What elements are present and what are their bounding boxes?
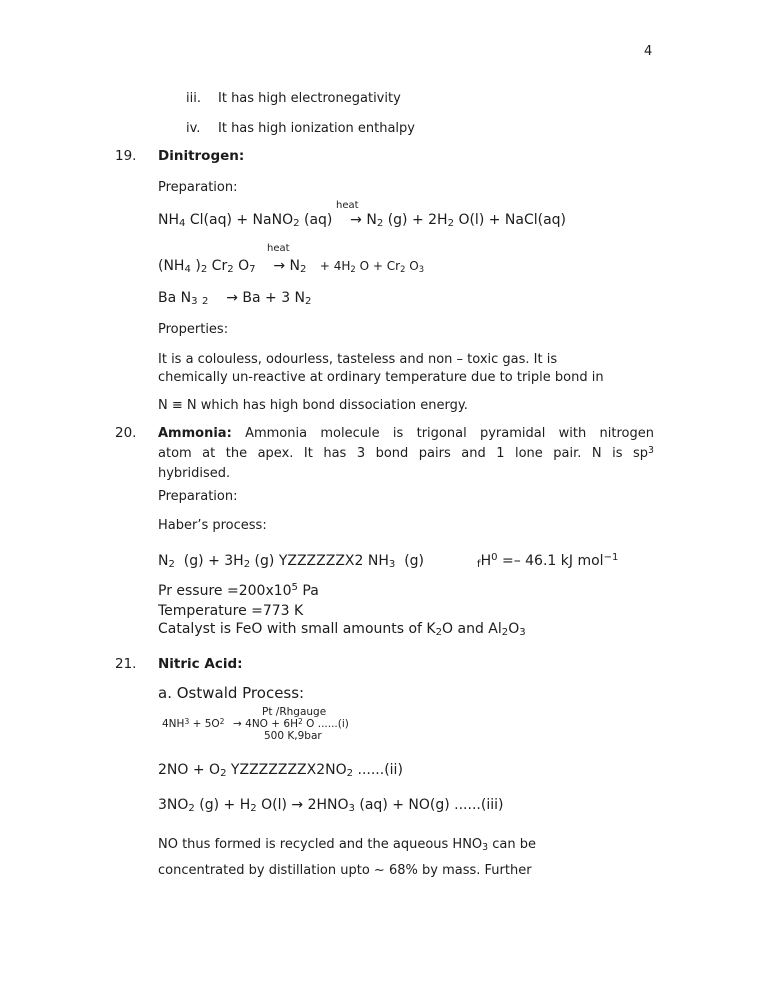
ammonia-paragraph-line2: atom at the apex. It has 3 bond pairs and 1 lone pair. N is $sp^3$: [158, 444, 654, 461]
properties-label: Properties:: [158, 322, 229, 337]
ostwald-process-label: a. Ostwald Process:: [158, 684, 305, 702]
section-title-nitric-acid: Nitric Acid:: [158, 656, 243, 672]
list-item-iii: [186, 90, 401, 107]
page-number: 4: [644, 44, 653, 59]
equation-no2-water: 3NO2 (g) + H2 O(l) → 2HNO3 (aq) + NO(g) ......(iii): [158, 797, 504, 814]
ostwald-conditions-label: 500 K,9bar: [264, 730, 322, 742]
list-item-iv-text: It has high ionization enthalpy: [218, 121, 415, 136]
properties-text-line1: It is a colouless, odourless, tasteless and non – toxic gas. It is: [158, 352, 558, 367]
ammonia-preparation-label: Preparation:: [158, 489, 238, 504]
list-item-iii-text: It has high electronegativity: [218, 91, 401, 106]
equation-ostwald-left: $4NH^3 + 5O^2$: [162, 716, 225, 730]
list-item-iii-marker: iii.: [186, 91, 201, 106]
pressure-line: Pr essure $=200x10^5$ Pa: [158, 582, 319, 599]
equation-barium-azide: Ba N3 2 → Ba + 3 N2: [158, 290, 312, 307]
ostwald-catalyst-label: Pt /Rhgauge: [262, 706, 327, 718]
heat-label-2: heat: [267, 243, 290, 254]
enthalpy-value: $fH^0 =- 46.1$ kJ mol$^{-1}$: [477, 552, 619, 570]
equation-nh4cl-nano2: NH4 Cl(aq) + NaNO2 (aq) → N2 (g) + 2H2 O(l) + NaCl(aq): [158, 212, 567, 229]
dinitrogen-preparation-label: Preparation:: [158, 180, 238, 195]
temperature-line: Temperature =773 K: [158, 603, 304, 619]
section-number-20: 20.: [115, 425, 137, 441]
ammonia-paragraph-line3: hybridised.: [158, 466, 231, 481]
heat-label-1: heat: [336, 200, 359, 211]
list-item-iv: [186, 120, 415, 137]
nitric-note-line2: concentrated by distillation upto ~ 68% by mass. Further: [158, 863, 532, 878]
section-number-21: 21.: [115, 656, 137, 672]
catalyst-line: Catalyst is FeO with small amounts of K2O and Al2O3: [158, 621, 526, 638]
equation-no-oxidation: 2NO + O2 YZZZZZZZX2NO2 ......(ii): [158, 762, 403, 779]
equation-haber: N2 (g) + 3H2 (g) YZZZZZZX2 NH3 (g): [158, 553, 425, 570]
section-number-19: 19.: [115, 148, 137, 164]
triple-bond-line: N ≡ N which has high bond dissociation energy.: [158, 398, 468, 413]
ammonia-paragraph-line1: Ammonia: Ammonia molecule is trigonal pyramidal with nitrogen: [158, 426, 654, 441]
haber-process-label: Haber’s process:: [158, 518, 267, 533]
nitric-note-line1: NO thus formed is recycled and the aqueous HNO3 can be: [158, 837, 536, 853]
list-item-iv-marker: iv.: [186, 121, 201, 136]
equation-ostwald-right: → $4NO + 6H^2$ O ......(i): [233, 716, 349, 730]
section-title-dinitrogen: Dinitrogen:: [158, 148, 245, 164]
equation-ammonium-dichromate: (NH4 )2 Cr2 O7 → N2 + 4H2 O + Cr2 O3: [158, 258, 425, 275]
properties-text-line2: chemically un-reactive at ordinary temperature due to triple bond in: [158, 370, 604, 385]
